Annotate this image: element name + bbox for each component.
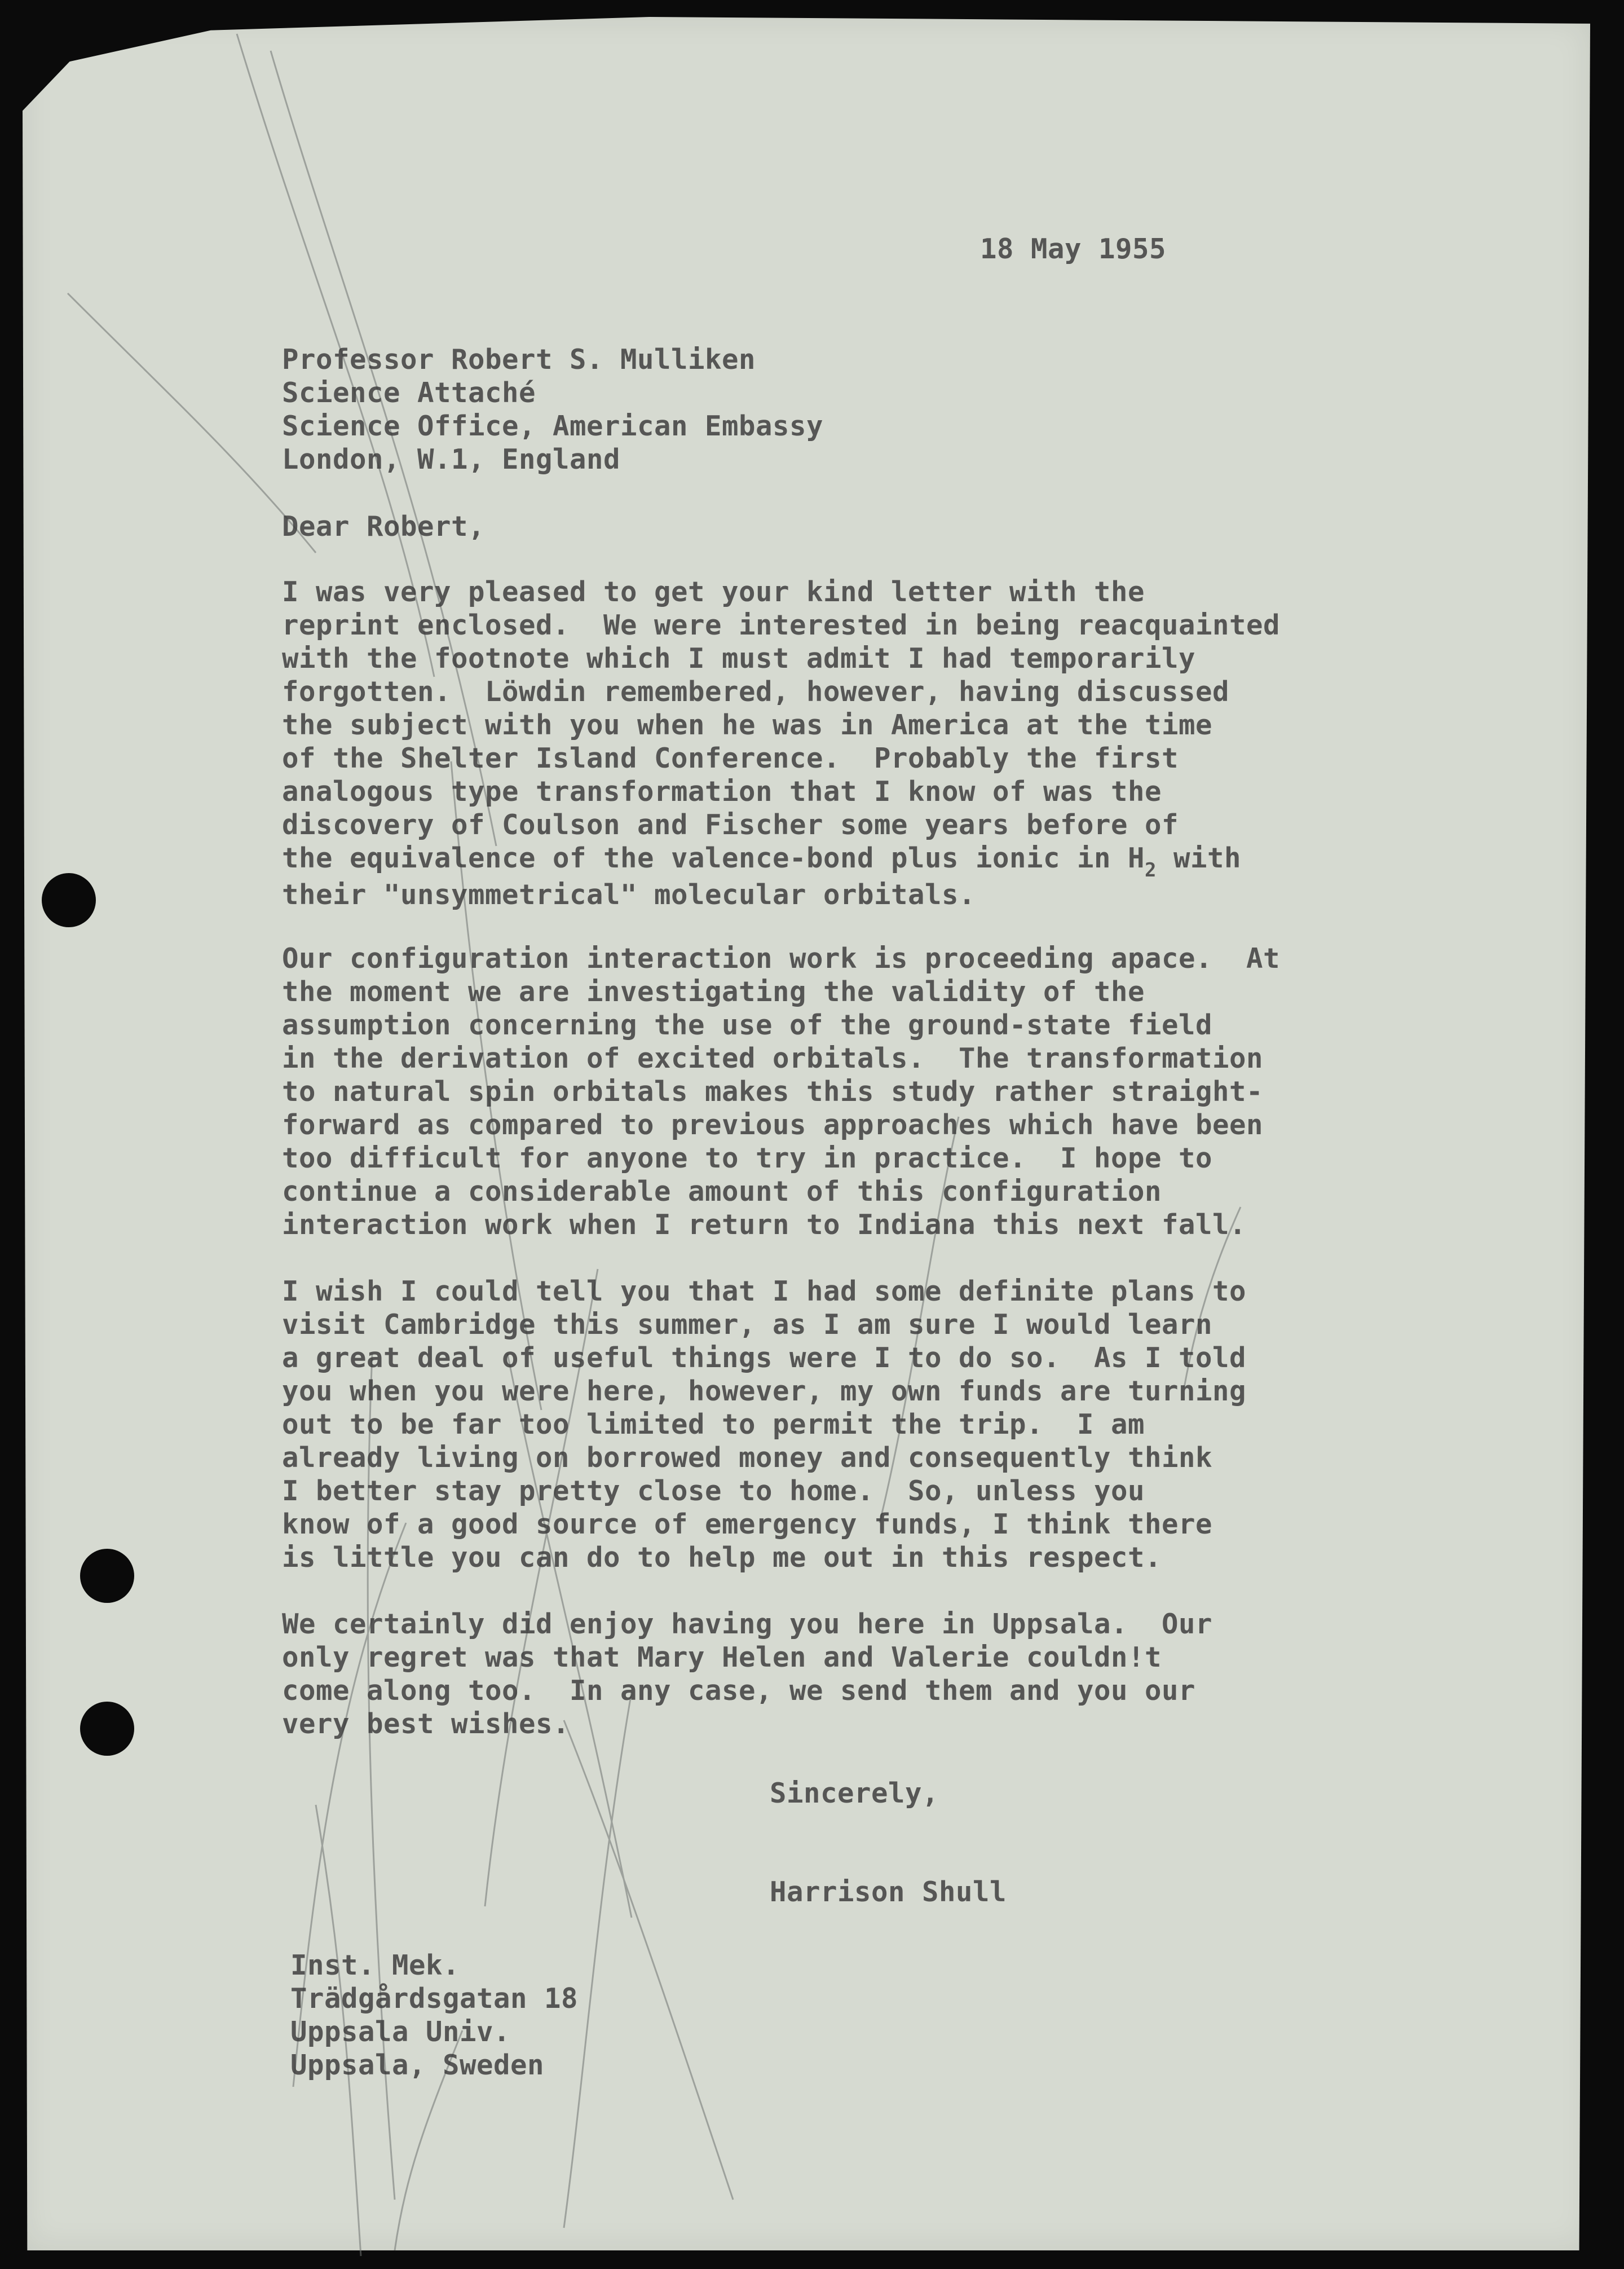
body-line: I better stay pretty close to home. So, unless you bbox=[282, 1475, 1145, 1507]
recipient-line: Science Attaché bbox=[282, 377, 536, 409]
sender-line: Trädgårdsgatan 18 bbox=[290, 1982, 579, 2015]
body-line: forgotten. Löwdin remembered, however, having discussed bbox=[282, 676, 1230, 708]
body-line: visit Cambridge this summer, as I am sure I would learn bbox=[282, 1308, 1213, 1341]
body-line: very best wishes. bbox=[282, 1708, 570, 1740]
hydrogen-subscript: 2 bbox=[1145, 859, 1157, 882]
paragraph-2 bbox=[282, 942, 1280, 1241]
recipient-line: Science Office, American Embassy bbox=[282, 410, 824, 442]
punch-hole-1 bbox=[42, 873, 96, 927]
recipient-address bbox=[282, 343, 823, 476]
body-line: analogous type transformation that I know of was the bbox=[282, 776, 1162, 808]
body-line: in the derivation of excited orbitals. The transformation bbox=[282, 1042, 1264, 1074]
punch-hole-2 bbox=[80, 1549, 134, 1603]
body-line: the moment we are investigating the validity of the bbox=[282, 976, 1145, 1008]
body-line: too difficult for anyone to try in practice. I hope to bbox=[282, 1142, 1213, 1174]
recipient-line: Professor Robert S. Mulliken bbox=[282, 343, 756, 376]
body-line: reprint enclosed. We were interested in being reacquainted bbox=[282, 609, 1281, 641]
body-line: is little you can do to help me out in this respect. bbox=[282, 1541, 1162, 1574]
body-line: out to be far too limited to permit the trip. I am bbox=[282, 1408, 1145, 1440]
body-line: their "unsymmetrical" molecular orbitals. bbox=[282, 879, 976, 911]
body-line: the subject with you when he was in America at the time bbox=[282, 709, 1213, 741]
sender-line: Inst. Mek. bbox=[290, 1949, 460, 1981]
body-line: assumption concerning the use of the ground-state field bbox=[282, 1009, 1213, 1041]
formula-text-start: the equivalence of the valence-bond plus ionic in H bbox=[282, 842, 1145, 874]
body-line: know of a good source of emergency funds, I think there bbox=[282, 1508, 1213, 1540]
paragraph-3 bbox=[282, 1275, 1246, 1574]
body-line: of the Shelter Island Conference. Probably the first bbox=[282, 742, 1179, 774]
sender-line: Uppsala Univ. bbox=[290, 2016, 511, 2048]
body-line: interaction work when I return to Indiana this next fall. bbox=[282, 1209, 1247, 1241]
body-line: continue a considerable amount of this configuration bbox=[282, 1175, 1162, 1208]
body-line: forward as compared to previous approaches which have been bbox=[282, 1109, 1264, 1141]
body-line: discovery of Coulson and Fischer some years before of bbox=[282, 809, 1179, 841]
body-line: to natural spin orbitals makes this study rather straight- bbox=[282, 1076, 1264, 1108]
body-line: We certainly did enjoy having you here in Uppsala. Our bbox=[282, 1608, 1213, 1640]
body-line: already living on borrowed money and consequently think bbox=[282, 1442, 1213, 1474]
sender-line: Uppsala, Sweden bbox=[290, 2049, 545, 2081]
body-line: you when you were here, however, my own funds are turning bbox=[282, 1375, 1247, 1407]
formula-text-end: with bbox=[1157, 842, 1242, 874]
punch-hole-3 bbox=[80, 1702, 134, 1756]
body-line: I wish I could tell you that I had some definite plans to bbox=[282, 1275, 1247, 1307]
body-line: with the footnote which I must admit I had temporarily bbox=[282, 642, 1196, 675]
body-line-formula bbox=[282, 841, 1280, 882]
body-line: Our configuration interaction work is proceeding apace. At bbox=[282, 942, 1281, 975]
letter-date: 18 May 1955 bbox=[980, 233, 1167, 265]
body-line: I was very pleased to get your kind letter with the bbox=[282, 576, 1145, 608]
signer-name: Harrison Shull bbox=[770, 1876, 1007, 1908]
sender-address bbox=[290, 1949, 578, 2082]
body-line: only regret was that Mary Helen and Valerie couldn!t bbox=[282, 1641, 1162, 1673]
closing: Sincerely, bbox=[770, 1777, 939, 1809]
body-line: a great deal of useful things were I to do so. As I told bbox=[282, 1342, 1247, 1374]
body-line: come along too. In any case, we send them and you our bbox=[282, 1675, 1196, 1707]
paragraph-4 bbox=[282, 1607, 1212, 1741]
salutation: Dear Robert, bbox=[282, 510, 486, 543]
recipient-line: London, W.1, England bbox=[282, 443, 621, 475]
paragraph-1 bbox=[282, 575, 1280, 911]
